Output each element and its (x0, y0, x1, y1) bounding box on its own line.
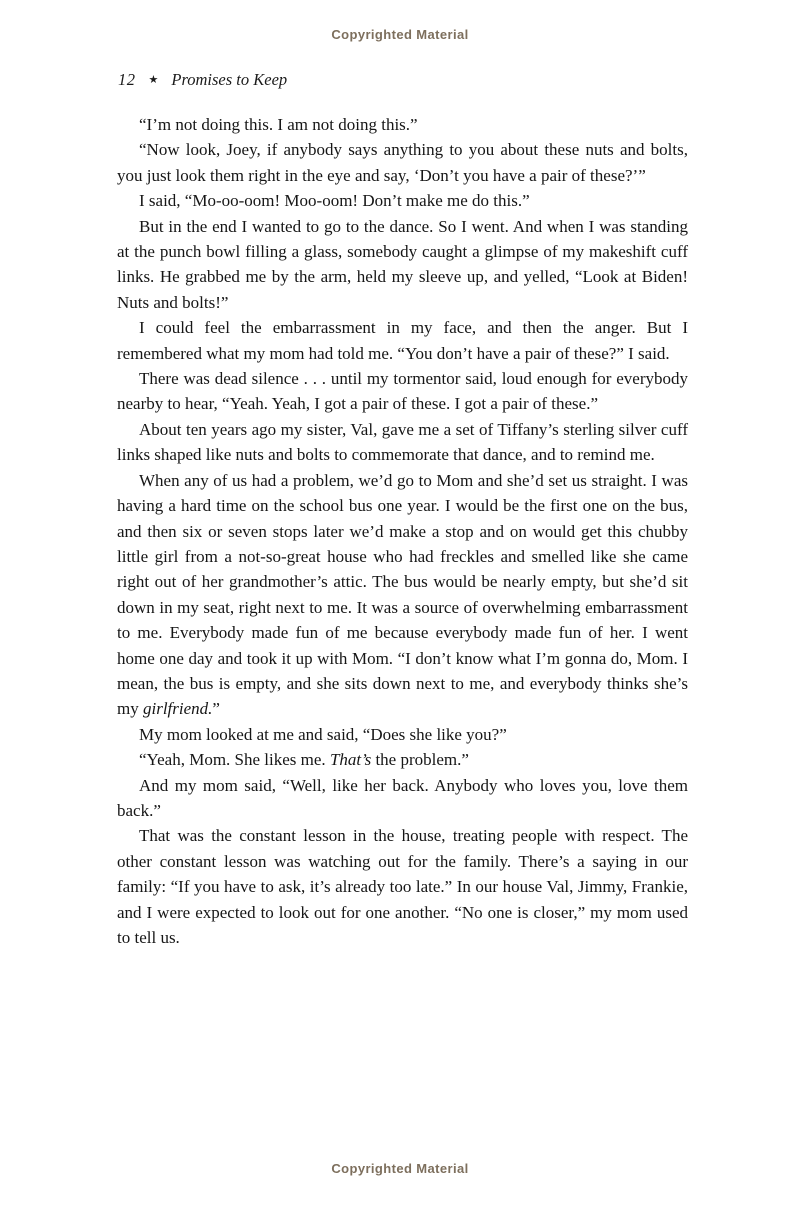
text-segment: My mom looked at me and said, “Does she like you?” (139, 724, 507, 744)
paragraph (117, 417, 688, 468)
text-segment: “Now look, Joey, if anybody says anything to you about these nuts and bolts, you just look them right in the eye and say, ‘Don’t you have a pair of these?’” (117, 140, 688, 185)
paragraph (117, 722, 688, 747)
paragraph (117, 188, 688, 213)
italic-text: That’s (329, 750, 372, 770)
text-segment: I said, “Mo-oo-oom! Moo-oom! Don’t make me do this.” (139, 191, 530, 211)
text-segment: “I’m not doing this. I am not doing this.” (139, 115, 418, 134)
copyright-notice-top: Copyrighted Material (331, 27, 469, 42)
book-title: Promises to Keep (171, 70, 288, 89)
text-segment: But in the end I wanted to go to the dance. So I went. And when I was standing at the punch bowl filling a glass, somebody caught a glimpse of my makeshift cuff links. He grabbed me by the arm, held my sleeve up, and yelled, “Look at Biden! Nuts and bolts!” (117, 216, 688, 312)
paragraph (117, 214, 688, 316)
text-segment: When any of us had a problem, we’d go to Mom and she’d set us straight. I was having a hard time on the school bus one year. I would be the first one on the bus, and then six or seven stops later we’d make a stop and on would get this chubby little girl from a not-so-great house who had freckles and smelled like she came right out of her grandmother’s attic. The bus would be nearly empty, but she’d sit down in my seat, right next to me. It was a source of overwhelming embarrassment to me. Everybody made fun of me because everybody made fun of her. I went home one day and took it up with Mom. “I don’t know what I’m gonna do, Mom. I mean, the bus is empty, and she sits down next to me, and everybody thinks she’s my (117, 470, 688, 719)
page-number: 12 (118, 70, 136, 89)
copyright-notice-bottom: Copyrighted Material (331, 1161, 469, 1176)
text-segment: I could feel the embarrassment in my face, and then the anger. But I remembered what my mom had told me. “You don’t have a pair of these?” I said. (117, 318, 688, 363)
paragraph (117, 137, 688, 188)
italic-text: girlfriend. (142, 699, 213, 719)
paragraph (117, 747, 688, 772)
paragraph (117, 823, 688, 950)
text-segment: There was dead silence . . . until my tormentor said, loud enough for everybody nearby to hear, “Yeah. Yeah, I got a pair of these. I got a pair of these.” (117, 369, 688, 414)
text-segment: the problem.” (371, 750, 469, 770)
paragraph (117, 366, 688, 417)
text-segment: ” (212, 699, 220, 719)
paragraph (117, 112, 688, 137)
text-segment: And my mom said, “Well, like her back. Anybody who loves you, love them back.” (117, 775, 688, 820)
text-segment: “Yeah, Mom. She likes me. (139, 750, 330, 770)
paragraph (117, 315, 688, 366)
text-segment: That was the constant lesson in the house, treating people with respect. The other constant lesson was watching out for the family. There’s a saying in our family: “If you have to ask, it’s already too late.” In our house Val, Jimmy, Frankie, and I were expected to look out for one another. “No one is closer,” my mom used to tell us. (117, 826, 688, 947)
text-segment: About ten years ago my sister, Val, gave me a set of Tiffany’s sterling silver cuff links shaped like nuts and bolts to commemorate that dance, and to remind me. (117, 419, 688, 465)
body-text (117, 112, 688, 950)
paragraph (117, 468, 688, 722)
paragraph (117, 773, 688, 824)
star-icon: ★ (148, 74, 159, 86)
running-header (118, 70, 287, 90)
